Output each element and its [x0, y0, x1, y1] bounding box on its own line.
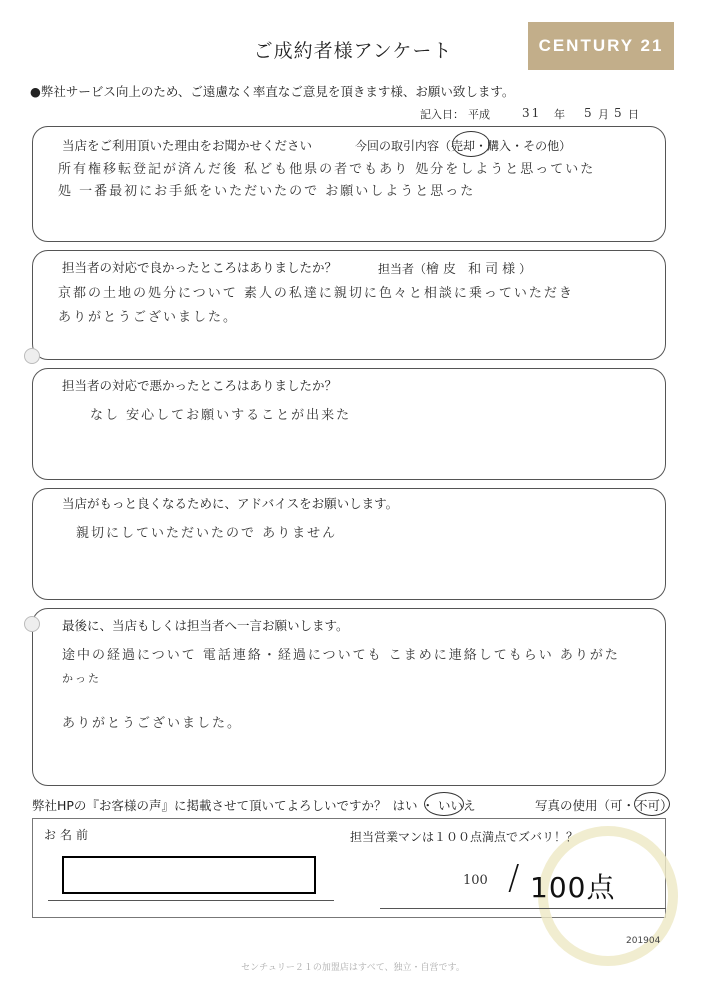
option-sep: ・ [475, 139, 488, 153]
q1-selected-circle [452, 131, 490, 157]
q4-answer-line: 親切にしていただいたので ありません [76, 526, 338, 541]
century21-logo: CENTURY 21 [528, 22, 674, 70]
photo-sep: ・ [622, 798, 636, 813]
consent-selected-circle [424, 792, 464, 816]
date-row [420, 106, 639, 122]
score-slash: / [508, 858, 520, 898]
q2-question: 担当者の対応で良かったところはありましたか？ [62, 260, 338, 275]
score-total: 100点 [530, 871, 616, 904]
date-month-unit: 月 [598, 108, 609, 121]
photo-selected-circle [634, 792, 670, 816]
name-label: お名前 [44, 828, 93, 842]
q3-answer-line: なし 安心してお願いすることが出来た [90, 408, 352, 423]
rep-close: ） [519, 262, 532, 276]
hp-consent [32, 796, 475, 814]
date-year-unit: 年 [554, 108, 565, 121]
option-sell: 売却 [451, 139, 476, 153]
consent-sep: ・ [421, 798, 434, 813]
photo-close: ） [660, 798, 673, 813]
option-sep: ・ [511, 139, 524, 153]
date-month: 5 [584, 106, 594, 120]
q5-box [32, 608, 666, 786]
transaction-label: 今回の取引内容（ [355, 139, 452, 153]
score-underline [380, 908, 666, 909]
date-day-unit: 日 [628, 108, 639, 121]
q5-answer-line: かった [62, 672, 101, 685]
q5-answer-line: 途中の経過について 電話連絡・経過についても こまめに連絡してもらい ありがた [62, 648, 620, 663]
q4-question: 当店がもっと良くなるために、アドバイスをお願いします。 [62, 496, 399, 511]
photo-no: 不可 [635, 798, 661, 813]
date-day: 5 [614, 106, 624, 120]
rep-name: 檜皮 和司様 [426, 262, 520, 277]
q1-question: 当店をご利用頂いた理由をお聞かせください [62, 138, 313, 153]
q2-rep [378, 258, 531, 277]
page-title: ご成約者様アンケート [253, 40, 453, 62]
name-underline [48, 900, 334, 901]
q2-answer-line: 京都の土地の処分について 素人の私達に親切に色々と相談に乗っていただき [58, 286, 574, 301]
photo-yes: 可 [610, 798, 623, 813]
q3-question: 担当者の対応で悪かったところはありましたか？ [62, 378, 338, 393]
score-question: 担当営業マンは１００点満点でズバリ！？ [350, 830, 579, 844]
score-value: 100 [463, 873, 488, 888]
consent-yes: はい [392, 798, 418, 813]
date-label: 記入日： [420, 108, 464, 121]
rep-label: 担当者（ [378, 262, 427, 276]
option-other: その他 [523, 139, 560, 153]
consent-no: いいえ [437, 798, 476, 813]
binder-hole [24, 616, 40, 632]
date-year: 31 [522, 106, 542, 120]
q1-answer-line: 処 一番最初にお手紙をいただいたので お願いしようと思った [58, 184, 476, 199]
q2-answer-line: ありがとうございました。 [58, 310, 239, 325]
consent-question: 弊社HPの『お客様の声』に掲載させて頂いてよろしいですか？ [32, 798, 387, 813]
name-redacted-field [62, 856, 316, 894]
option-close: ） [559, 139, 572, 153]
intro-text: ●弊社サービス向上のため、ご遠慮なく率直なご意見を頂きます様、お願い致します。 [30, 84, 515, 99]
option-buy: 購入 [487, 139, 512, 153]
date-era: 平成 [468, 108, 490, 121]
q1-answer-line: 所有権移転登記が済んだ後 私ども他県の者でもあり 処分をしようと思っていた [58, 162, 596, 177]
footer-note: センチュリー２１の加盟店はすべて、独立・自営です。 [241, 963, 465, 973]
form-code: 201904 [626, 936, 661, 946]
q5-answer-line: ありがとうございました。 [62, 716, 243, 731]
binder-hole [24, 348, 40, 364]
q5-question: 最後に、当店もしくは担当者へ一言お願いします。 [62, 618, 349, 633]
photo-label: 写真の使用（ [535, 798, 611, 813]
